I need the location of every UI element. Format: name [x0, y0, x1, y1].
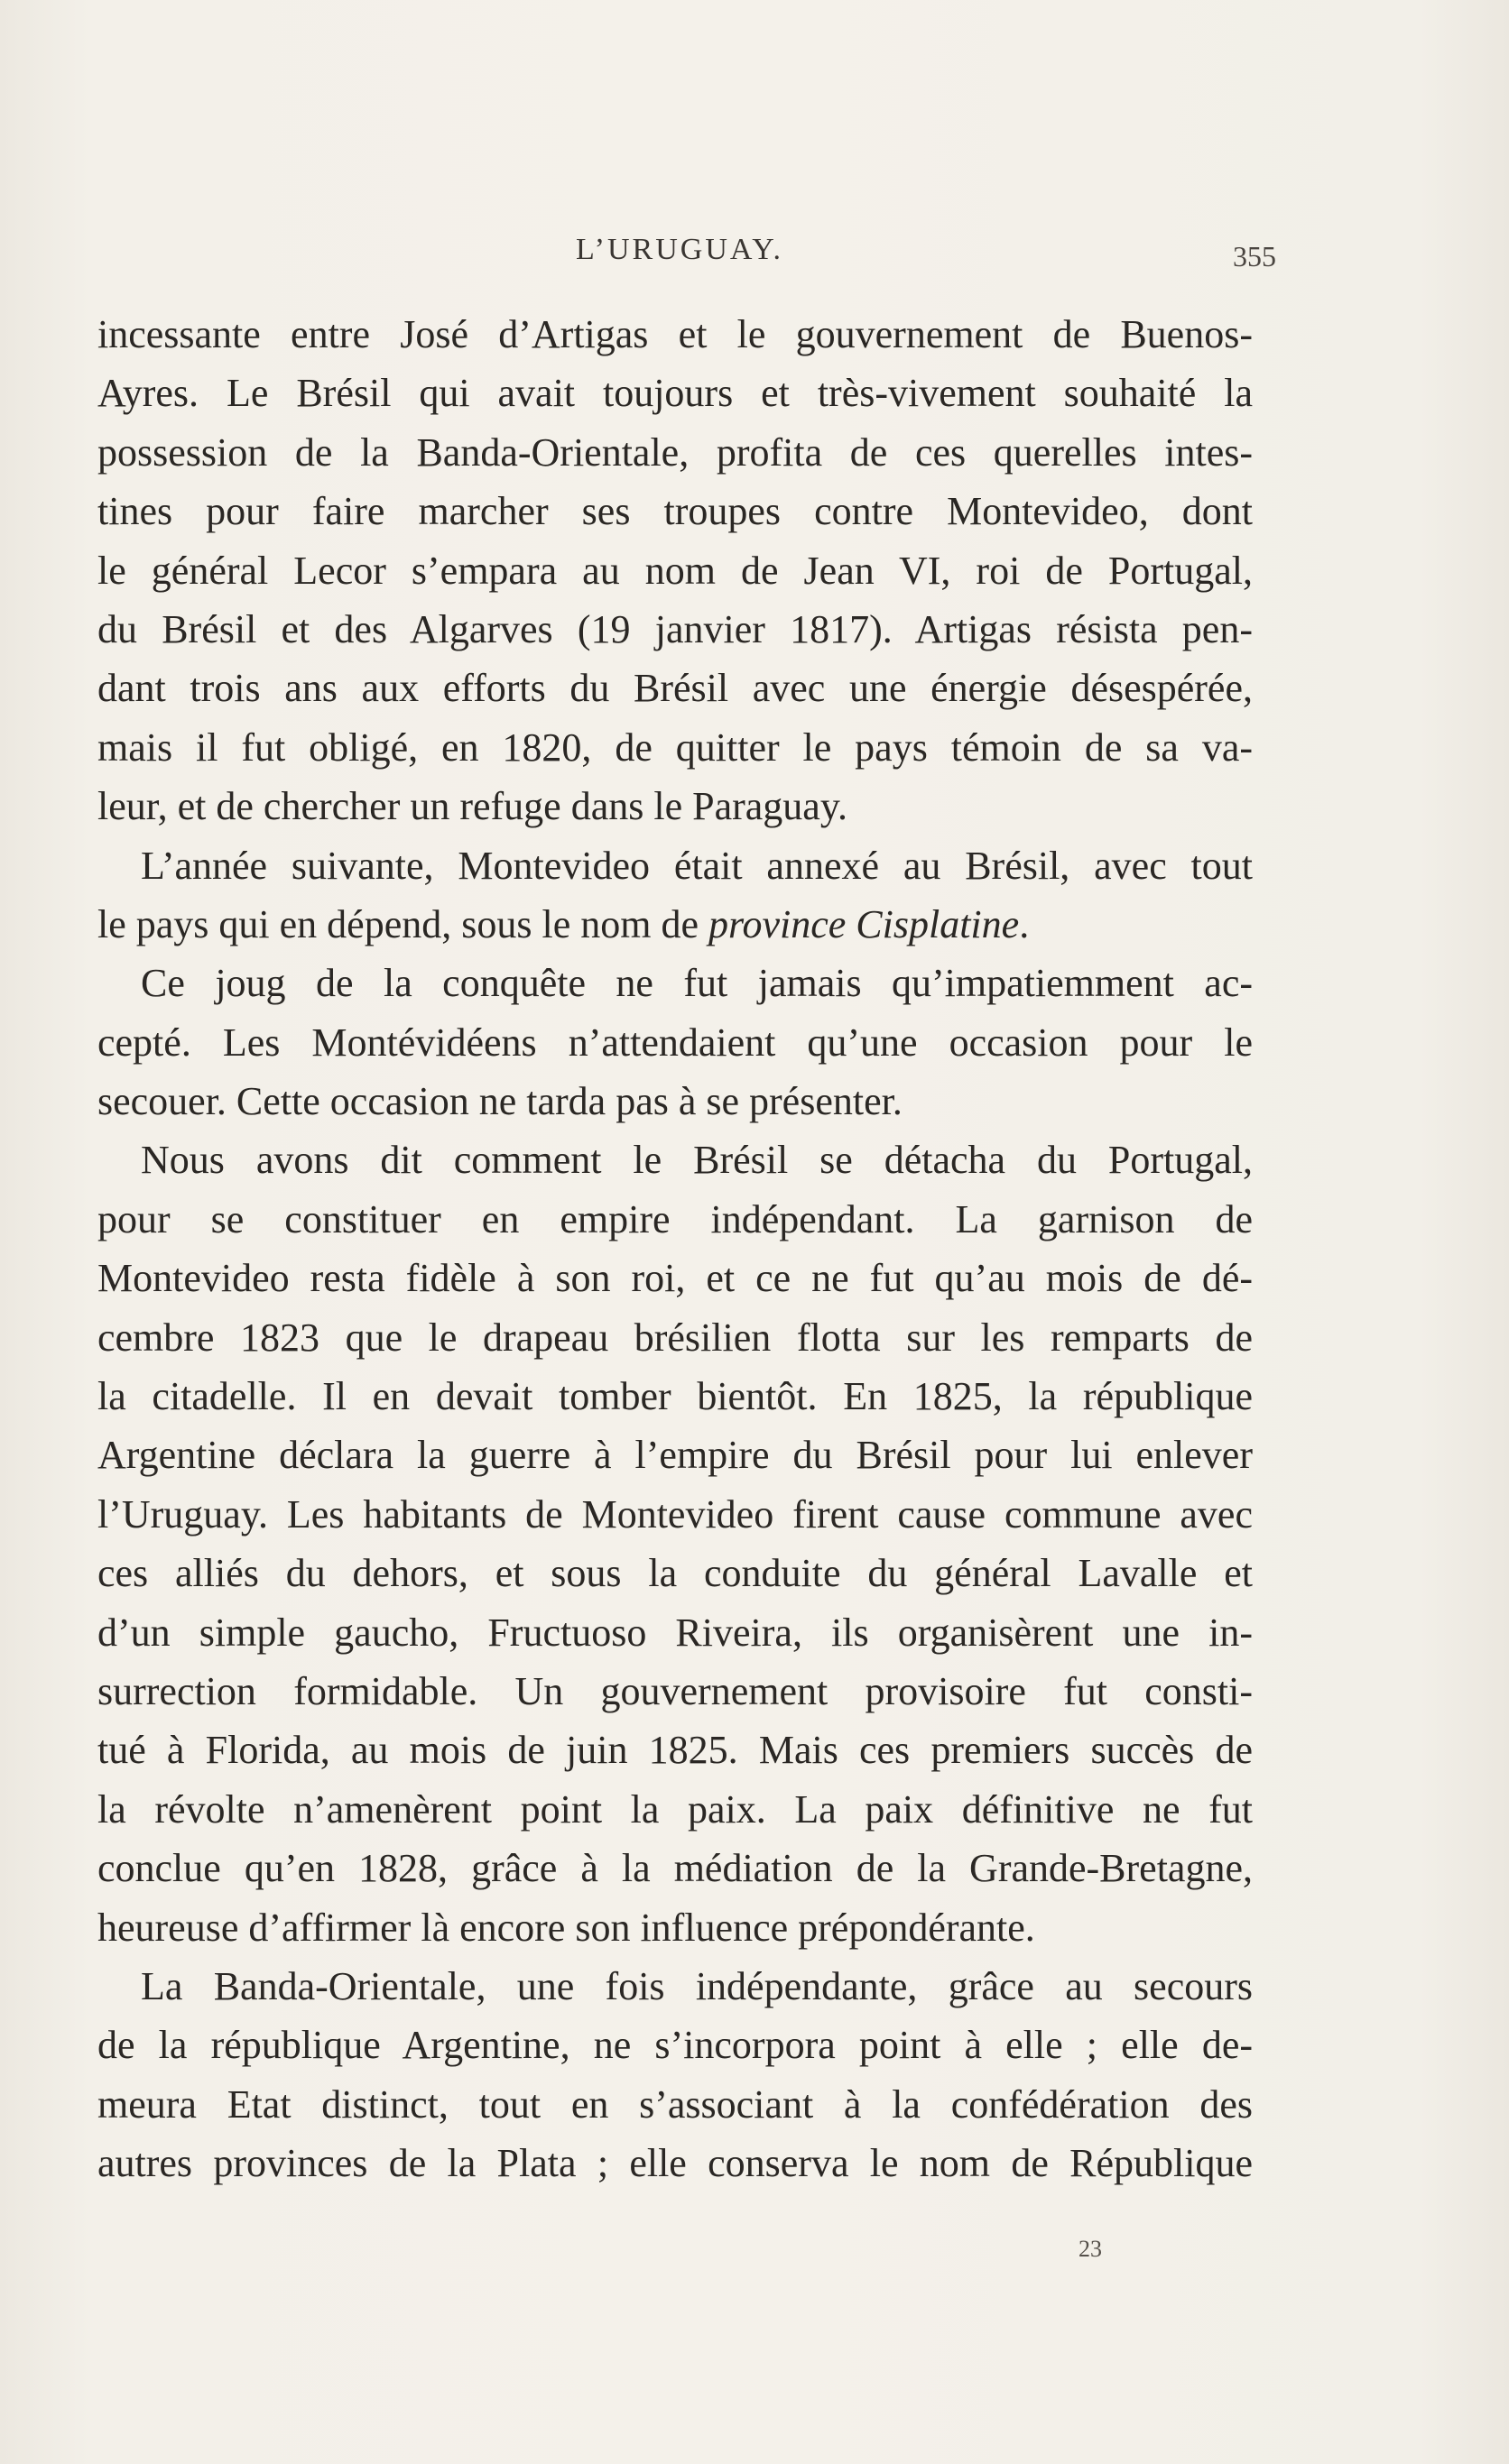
text-line: heureuse d’affirmer là encore son influence prépondérante.: [97, 1905, 1035, 1950]
text-line: Montevideo resta fidèle à son roi, et ce ne fut qu’au mois de dé-: [97, 1256, 1253, 1301]
text-line: du Brésil et des Algarves (19 janvier 1817). Artigas résista pen-: [97, 606, 1253, 651]
text-line: d’un simple gaucho, Fructuoso Riveira, ils organisèrent une in-: [97, 1610, 1253, 1655]
text-line: autres provinces de la Plata ; elle conserva le nom de République: [97, 2141, 1253, 2186]
text-line: incessante entre José d’Artigas et le gouvernement de Buenos-: [97, 312, 1253, 356]
emphasis-text: province Cisplatine: [708, 901, 1020, 946]
text-line: la révolte n’amenèrent point la paix. La paix définitive ne fut: [97, 1786, 1253, 1832]
text-line: mais il fut obligé, en 1820, de quitter le pays témoin de sa va-: [97, 724, 1253, 770]
text-line: Ce joug de la conquête ne fut jamais qu’impatiemment ac-: [141, 961, 1253, 1006]
text-line: secouer. Cette occasion ne tarda pas à se présenter.: [97, 1079, 903, 1124]
text-run: .: [1019, 901, 1030, 946]
text-line: cembre 1823 que le drapeau brésilien flotta sur les remparts de: [97, 1315, 1253, 1360]
text-line: leur, et de chercher un refuge dans le Paraguay.: [97, 784, 847, 829]
running-head: [97, 233, 1276, 278]
text-line: dant trois ans aux efforts du Brésil avec une énergie désespérée,: [97, 666, 1253, 711]
text-line: conclue qu’en 1828, grâce à la médiation de la Grande-Bretagne,: [97, 1846, 1253, 1891]
body-text: [97, 305, 1253, 2193]
signature-mark: 23: [1079, 2236, 1102, 2262]
text-line: cepté. Les Montévidéens n’attendaient qu’une occasion pour le: [97, 1020, 1253, 1065]
text-line: de la république Argentine, ne s’incorpora point à elle ; elle de-: [97, 2023, 1253, 2068]
text-line: la citadelle. Il en devait tomber bientôt. En 1825, la république: [97, 1374, 1253, 1419]
text-line: pour se constituer en empire indépendant. La garnison de: [97, 1196, 1253, 1241]
text-line: La Banda-Orientale, une fois indépendante, grâce au secours: [141, 1963, 1253, 2008]
text-line: Argentine déclara la guerre à l’empire du Brésil pour lui enlever: [97, 1433, 1253, 1478]
running-title: L’URUGUAY.: [576, 233, 783, 266]
text-line: Nous avons dit comment le Brésil se détacha du Portugal,: [141, 1138, 1253, 1183]
text-line: possession de la Banda-Orientale, profita de ces querelles intes-: [97, 429, 1253, 475]
page-number: 355: [1233, 240, 1276, 272]
text-line: tué à Florida, au mois de juin 1825. Mais ces premiers succès de: [97, 1728, 1253, 1773]
text-line: L’année suivante, Montevideo était annexé au Brésil, avec tout: [141, 843, 1253, 888]
text-line: ces alliés du dehors, et sous la conduite du général Lavalle et: [97, 1551, 1253, 1596]
text-line: meura Etat distinct, tout en s’associant à la confédération des: [97, 2081, 1253, 2127]
text-line: surrection formidable. Un gouvernement provisoire fut consti-: [97, 1668, 1253, 1713]
text-line-with-emphasis: [97, 895, 1253, 954]
text-line: tines pour faire marcher ses troupes contre Montevideo, dont: [97, 489, 1253, 534]
text-line: Ayres. Le Brésil qui avait toujours et très-vivement souhaité la: [97, 371, 1253, 416]
text-run: le pays qui en dépend, sous le nom de: [97, 901, 708, 946]
text-line: l’Uruguay. Les habitants de Montevideo firent cause commune avec: [97, 1491, 1253, 1537]
text-line: le général Lecor s’empara au nom de Jean VI, roi de Portugal,: [97, 548, 1253, 593]
